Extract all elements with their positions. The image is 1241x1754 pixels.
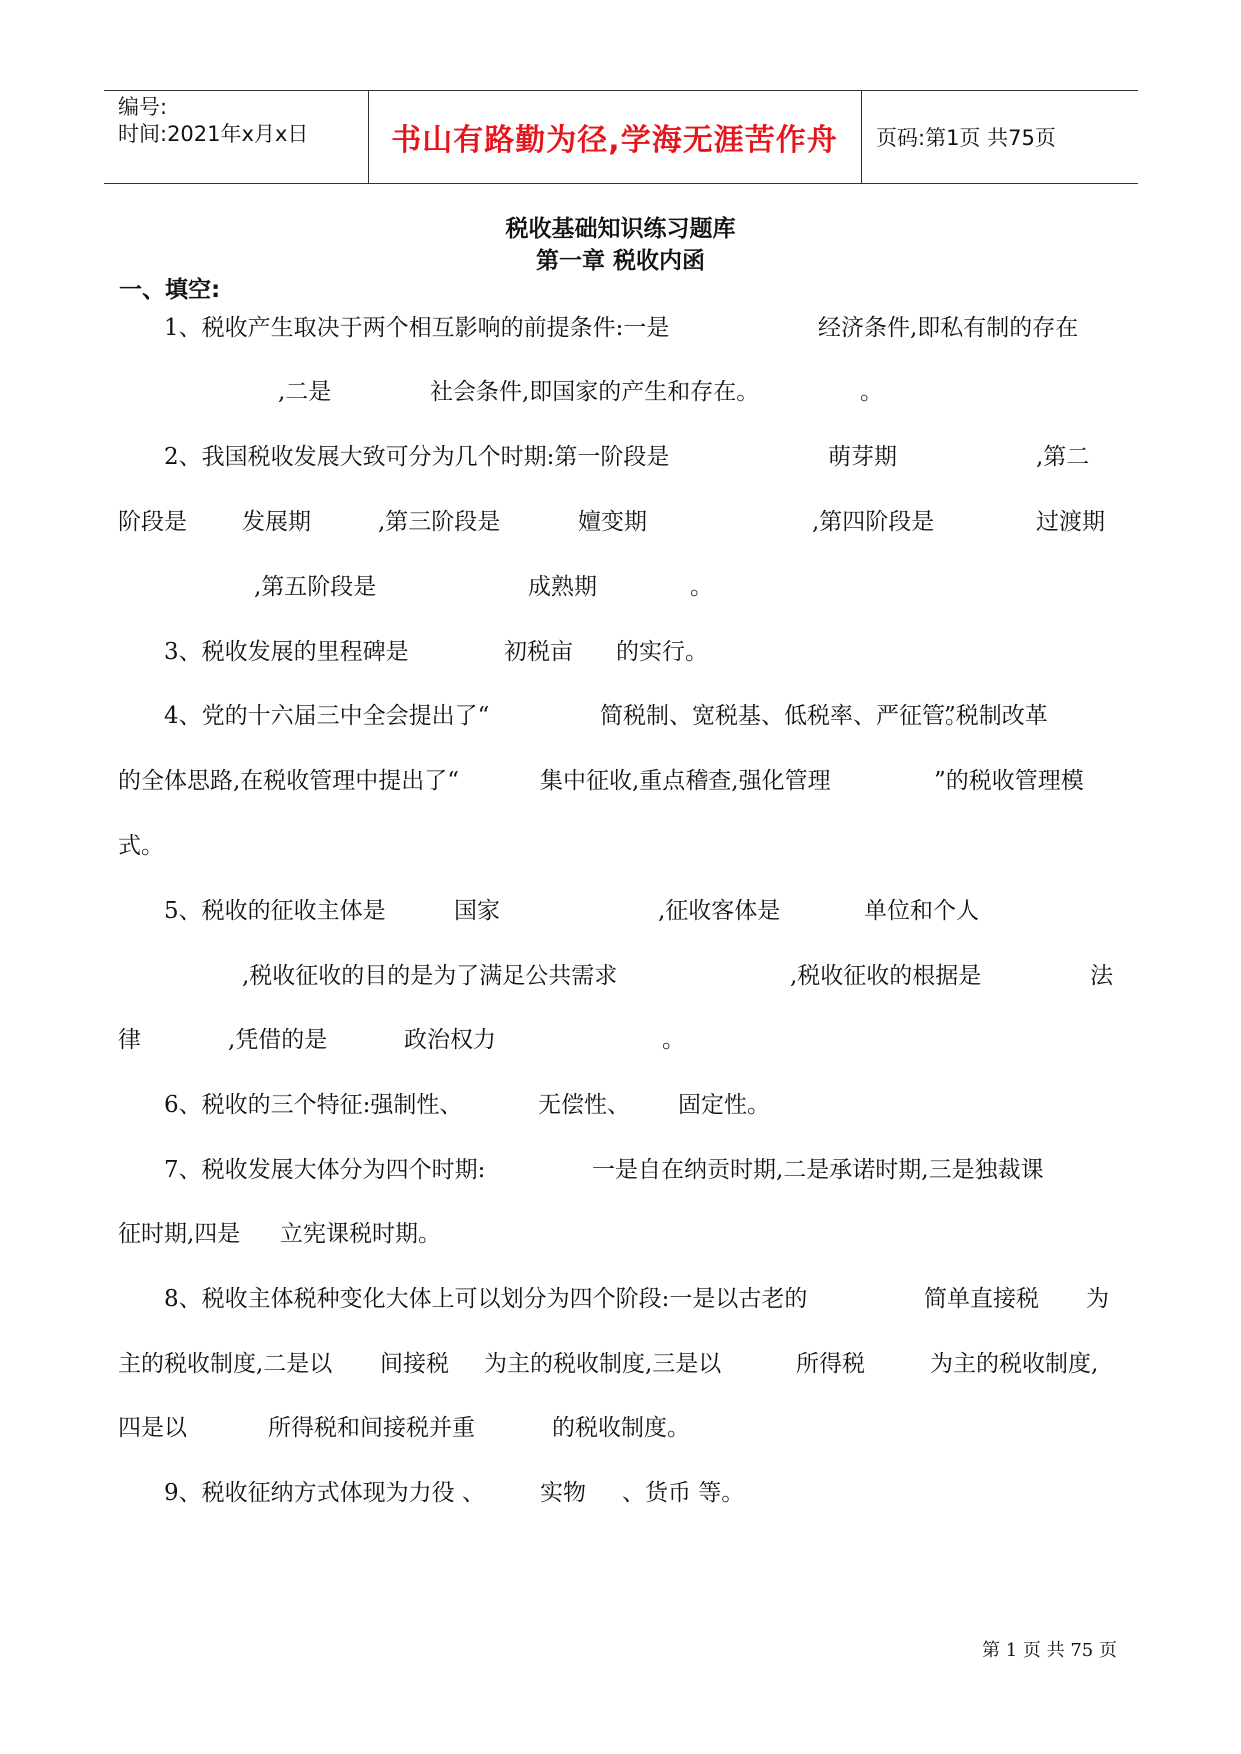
- q5-answer2: 单位和个人: [864, 898, 979, 924]
- q8-answer4: 所得税和间接税并重: [268, 1415, 475, 1441]
- q6-answer2: 固定性。: [678, 1092, 770, 1118]
- q4-answer1: 简税制、宽税基、低税率、严征管。: [600, 703, 968, 729]
- q2-answer3: 嬗变期: [578, 509, 647, 535]
- page-code: 页码:第1页 共75页: [876, 126, 1056, 150]
- chapter-title: 第一章 税收内函: [535, 248, 705, 274]
- q8-line2: 主的税收制度,二是以: [118, 1351, 333, 1377]
- doc-title: 税收基础知识练习题库: [505, 216, 736, 242]
- q5-end: 。: [662, 1027, 685, 1053]
- q2-line1: 2、我国税收发展大致可分为几个时期:第一阶段是: [164, 444, 670, 470]
- q8-line2c: 为主的税收制度,: [930, 1351, 1099, 1377]
- q3-line1: 3、税收发展的里程碑是: [164, 639, 409, 665]
- q6-line1: 6、税收的三个特征:强制性、: [164, 1092, 463, 1118]
- q4-line2b: ”的税收管理模: [934, 768, 1084, 794]
- q4-line1b: ”税制改革: [944, 703, 1048, 729]
- q2-answer2: 发展期: [242, 509, 311, 535]
- q2-answer4: 过渡期: [1036, 509, 1105, 535]
- q1-line2: ,二是: [278, 379, 332, 405]
- section-heading: 一、填空:: [119, 277, 221, 303]
- q1-answer2: 社会条件,即国家的产生和存在。: [430, 379, 760, 405]
- q5-answer3b: 律: [118, 1027, 141, 1053]
- page-footer: 第 1 页 共 75 页: [982, 1640, 1117, 1661]
- q8-answer3: 所得税: [796, 1351, 865, 1377]
- q8-line3b: 的税收制度。: [552, 1415, 690, 1441]
- q5-line1: 5、税收的征收主体是: [164, 898, 386, 924]
- q1-line1: 1、税收产生取决于两个相互影响的前提条件:一是: [164, 315, 670, 341]
- q2-answer5: 成熟期: [528, 574, 597, 600]
- q6-answer1: 无偿性、: [538, 1092, 630, 1118]
- q3-line1b: 的实行。: [616, 639, 708, 665]
- q5-line1b: ,征收客体是: [658, 898, 781, 924]
- q4-answer2: 集中征收,重点稽查,强化管理: [540, 768, 831, 794]
- q7-line1: 7、税收发展大体分为四个时期:: [164, 1157, 486, 1183]
- q5-line2b: ,税收征收的根据是: [790, 963, 982, 989]
- q8-line1: 8、税收主体税种变化大体上可以划分为四个阶段:一是以古老的: [164, 1286, 808, 1312]
- q5-line2: ,税收征收的目的是为了满足公共需求: [242, 963, 618, 989]
- q2-line2c: ,第四阶段是: [812, 509, 935, 535]
- q8-line1b: 为: [1086, 1286, 1109, 1312]
- q2-answer1: 萌芽期: [828, 444, 897, 470]
- q2-line3: ,第五阶段是: [254, 574, 377, 600]
- q3-answer1: 初税亩: [504, 639, 573, 665]
- q1-answer1: 经济条件,即私有制的存在: [818, 315, 1079, 341]
- q5-answer4: 政治权力: [404, 1027, 496, 1053]
- q9-line1: 9、税收征纳方式体现为力役 、: [164, 1480, 485, 1506]
- q4-line2: 的全体思路,在税收管理中提出了“: [118, 768, 460, 794]
- q4-line1: 4、党的十六届三中全会提出了“: [164, 703, 490, 729]
- q5-line3: ,凭借的是: [228, 1027, 328, 1053]
- q9-answer1: 实物: [540, 1480, 586, 1506]
- header-divider: [861, 91, 862, 183]
- q4-line3: 式。: [118, 833, 164, 859]
- q5-answer1: 国家: [454, 898, 500, 924]
- header-table: [104, 90, 1138, 184]
- motto-text: 书山有路勤为径,学海无涯苦作舟: [391, 123, 838, 158]
- serial-label: 编号:: [118, 95, 168, 119]
- q2-line2b: ,第三阶段是: [378, 509, 501, 535]
- q1-end: 。: [860, 379, 883, 405]
- q2-end: 。: [690, 574, 713, 600]
- q8-line2b: 为主的税收制度,三是以: [484, 1351, 722, 1377]
- q7-answer1b: 征时期,四是: [118, 1221, 241, 1247]
- q7-answer2: 立宪课税时期。: [280, 1221, 441, 1247]
- q9-line1b: 、货币 等。: [622, 1480, 745, 1506]
- q8-line3: 四是以: [118, 1415, 187, 1441]
- q8-answer1: 简单直接税: [924, 1286, 1039, 1312]
- q8-answer2: 间接税: [380, 1351, 449, 1377]
- q2-line1b: ,第二: [1036, 444, 1090, 470]
- q7-answer1: 一是自在纳贡时期,二是承诺时期,三是独裁课: [592, 1157, 1044, 1183]
- q5-answer3a: 法: [1090, 963, 1113, 989]
- q2-line2: 阶段是: [118, 509, 187, 535]
- time-label: 时间:2021年x月x日: [118, 122, 309, 146]
